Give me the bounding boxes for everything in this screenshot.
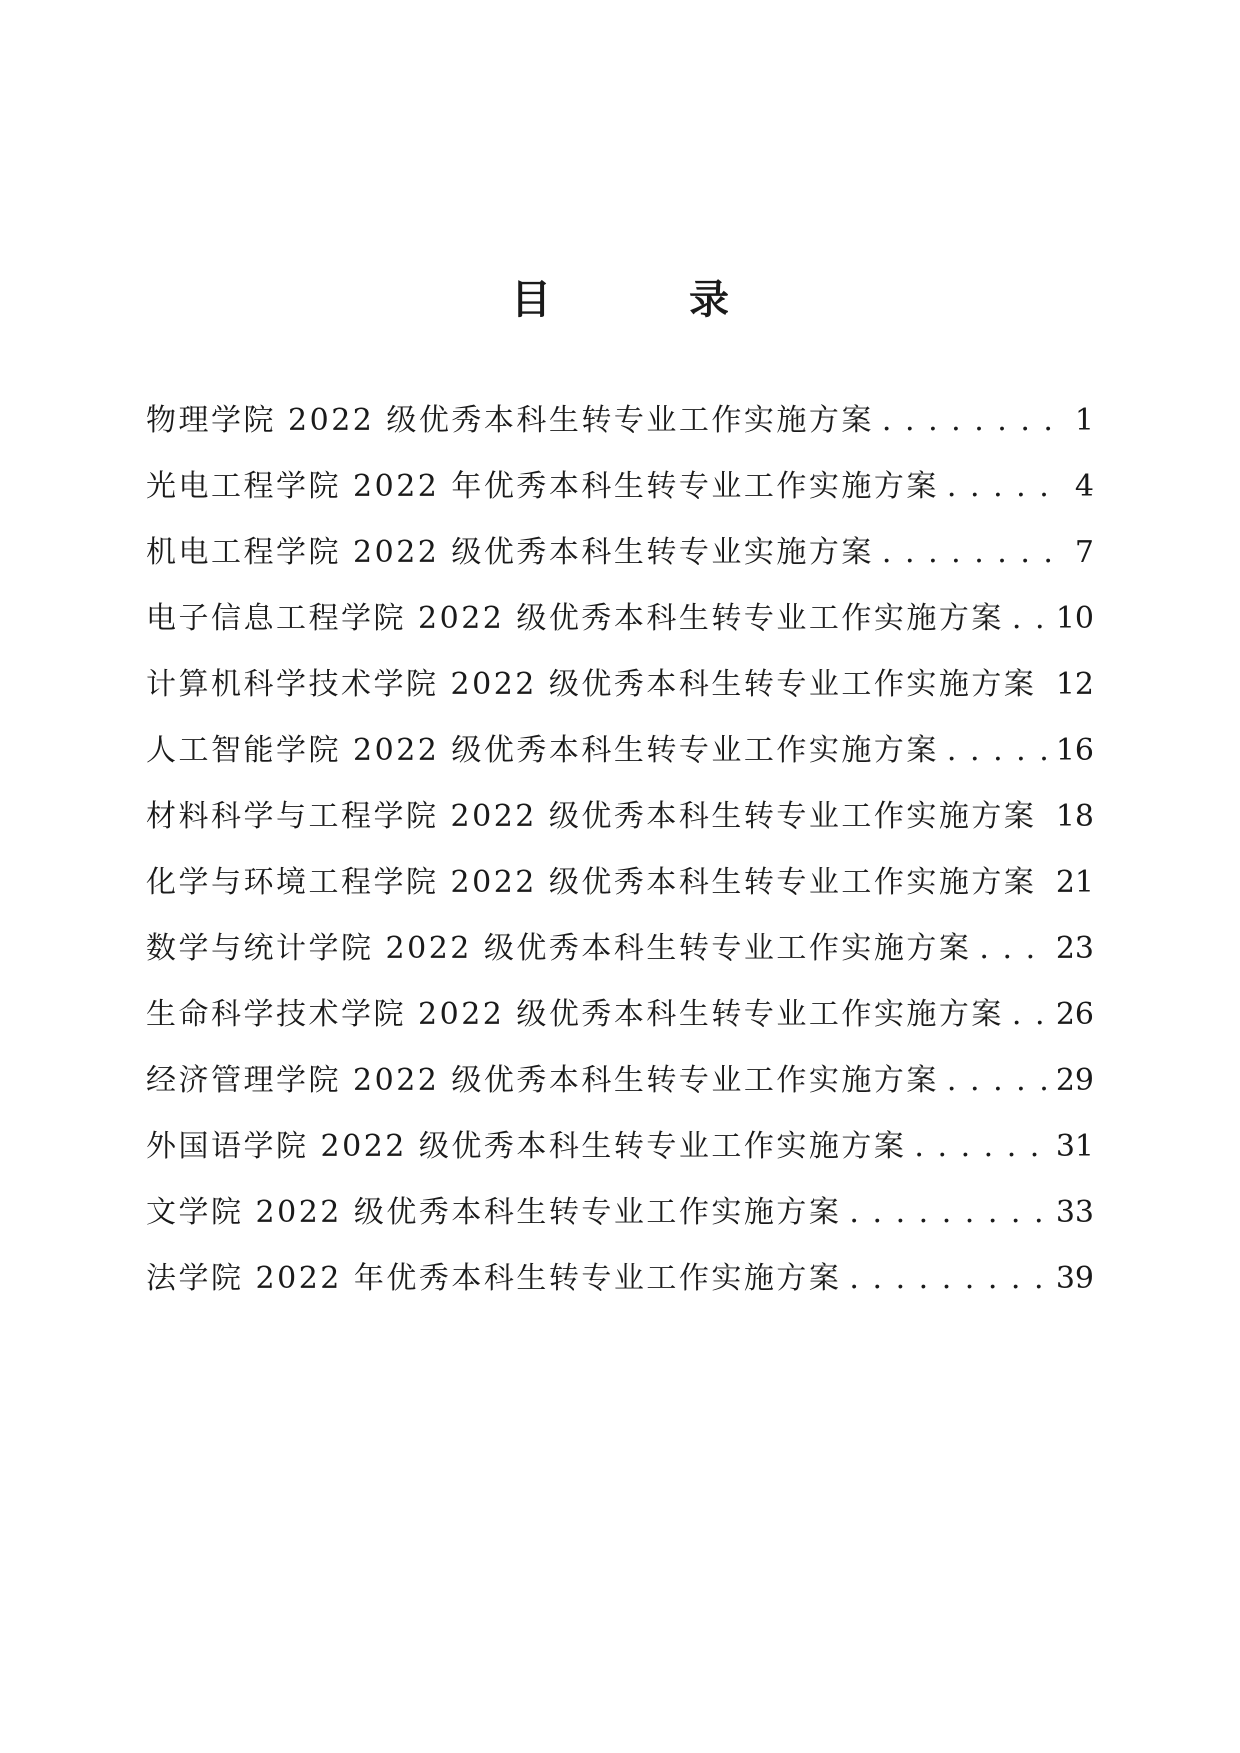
toc-dot-leader: [1012, 586, 1046, 652]
table-of-contents: [146, 388, 1094, 1312]
toc-entry-title: 生命科学技术学院 2022 级优秀本科生转专业工作实施方案: [146, 997, 1004, 1032]
toc-dot-leader: [979, 916, 1045, 982]
toc-page-number: 33: [1055, 1195, 1094, 1230]
toc-entry[interactable]: [146, 1180, 1094, 1246]
toc-entry-title: 机电工程学院 2022 级优秀本科生转专业实施方案: [146, 535, 874, 570]
toc-entry-title: 计算机科学技术学院 2022 级优秀本科生转专业工作实施方案: [146, 667, 1037, 702]
toc-entry-title: 经济管理学院 2022 级优秀本科生转专业工作实施方案: [146, 1063, 939, 1098]
toc-page-number: 23: [1055, 931, 1094, 966]
toc-page-number: 39: [1055, 1261, 1094, 1296]
toc-page-number: 1: [1074, 403, 1094, 438]
toc-entry[interactable]: [146, 652, 1094, 718]
toc-entry-title: 人工智能学院 2022 级优秀本科生转专业工作实施方案: [146, 733, 939, 768]
toc-entry[interactable]: [146, 916, 1094, 982]
toc-entry[interactable]: [146, 982, 1094, 1048]
toc-entry-title: 物理学院 2022 级优秀本科生转专业工作实施方案: [146, 403, 874, 438]
toc-dot-leader: [947, 454, 1064, 520]
toc-page-number: 12: [1055, 667, 1094, 702]
toc-dot-leader: [1044, 784, 1045, 850]
toc-entry[interactable]: [146, 388, 1094, 454]
toc-dot-leader: [947, 1048, 1046, 1114]
toc-dot-leader: [882, 388, 1064, 454]
toc-page-number: 26: [1055, 997, 1094, 1032]
toc-entry[interactable]: [146, 784, 1094, 850]
toc-entry[interactable]: [146, 718, 1094, 784]
toc-title: 目 录: [511, 276, 791, 323]
toc-page-number: 16: [1055, 733, 1094, 768]
toc-page-number: 29: [1055, 1063, 1094, 1098]
toc-entry[interactable]: [146, 1114, 1094, 1180]
toc-entry-title: 电子信息工程学院 2022 级优秀本科生转专业工作实施方案: [146, 601, 1004, 636]
toc-entry-title: 文学院 2022 级优秀本科生转专业工作实施方案: [146, 1195, 842, 1230]
toc-entry-title: 化学与环境工程学院 2022 级优秀本科生转专业工作实施方案: [146, 865, 1037, 900]
toc-page-number: 4: [1074, 469, 1094, 504]
toc-page-number: 31: [1055, 1129, 1094, 1164]
toc-page-number: 7: [1074, 535, 1094, 570]
toc-dot-leader: [1012, 982, 1046, 1048]
toc-page-number: 21: [1055, 865, 1094, 900]
toc-dot-leader: [1044, 652, 1045, 718]
toc-entry[interactable]: [146, 520, 1094, 586]
toc-entry[interactable]: [146, 586, 1094, 652]
toc-dot-leader: [914, 1114, 1045, 1180]
toc-entry[interactable]: [146, 454, 1094, 520]
toc-entry-title: 光电工程学院 2022 年优秀本科生转专业工作实施方案: [146, 469, 939, 504]
toc-entry-title: 数学与统计学院 2022 级优秀本科生转专业工作实施方案: [146, 931, 972, 966]
toc-entry-title: 外国语学院 2022 级优秀本科生转专业工作实施方案: [146, 1129, 907, 1164]
toc-entry[interactable]: [146, 1048, 1094, 1114]
toc-dot-leader: [947, 718, 1046, 784]
toc-entry-title: 材料科学与工程学院 2022 级优秀本科生转专业工作实施方案: [146, 799, 1037, 834]
toc-dot-leader: [882, 520, 1064, 586]
toc-entry[interactable]: [146, 850, 1094, 916]
toc-dot-leader: [849, 1246, 1045, 1312]
toc-entry[interactable]: [146, 1246, 1094, 1312]
toc-dot-leader: [849, 1180, 1045, 1246]
toc-dot-leader: [1044, 850, 1045, 916]
toc-page-number: 18: [1055, 799, 1094, 834]
toc-entry-title: 法学院 2022 年优秀本科生转专业工作实施方案: [146, 1261, 842, 1296]
toc-page-number: 10: [1055, 601, 1094, 636]
